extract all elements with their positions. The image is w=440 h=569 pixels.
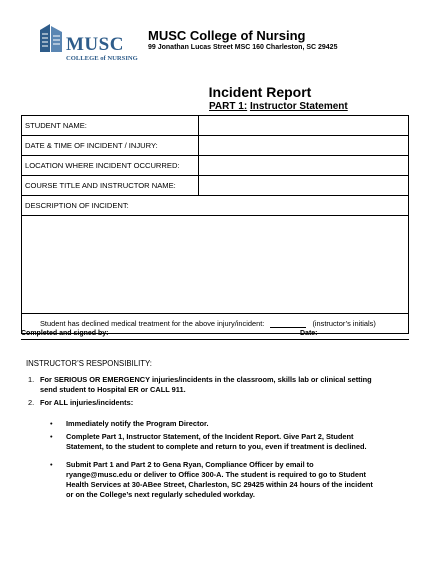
responsibility-heading: INSTRUCTOR’S RESPONSIBILITY: [26,359,152,368]
form-row [22,216,409,314]
item-number: 1. [28,375,35,384]
item-line: Submit Part 1 and Part 2 to Gena Ryan, Compliance Officer by email to [66,460,314,469]
form-row [22,136,409,156]
item-line: Health Services at 30-ABee Street, Charleston, SC 29425 within 24 hours of the incident [66,480,373,489]
incident-location-field[interactable] [199,156,409,176]
org-address: 99 Jonathan Lucas Street MSC 160 Charleston, SC 29425 [148,44,338,51]
course-instructor-label: COURSE TITLE AND INSTRUCTOR NAME: [22,176,199,196]
form-row [22,196,409,216]
signature-line [21,339,409,340]
item-line: send student to Hospital ER or CALL 911. [40,385,186,394]
item-line: Immediately notify the Program Director. [66,419,209,428]
item-line: Complete Part 1, Instructor Statement, of the Incident Report. Give Part 2, Student [66,432,354,441]
bullet-icon: • [50,432,53,441]
logo-word: MUSC [66,34,124,55]
item-line: For SERIOUS OR EMERGENCY injuries/incidents in the classroom, skills lab or clinical setting [40,375,372,384]
student-name-field[interactable] [199,116,409,136]
item-number: 2. [28,398,35,407]
date-label: Date: [300,330,318,337]
item-line: or on the College’s next regularly scheduled workday. [66,490,255,499]
item-line: Statement, to the student to complete and return to you, even if treatment is declined. [66,442,367,451]
item-line: ryange@musc.edu or deliver to Office 300-A. The student is required to go to Student [66,470,367,479]
declined-text: Student has declined medical treatment for the above injury/incident: [40,319,265,328]
incident-location-label: LOCATION WHERE INCIDENT OCCURRED: [22,156,199,176]
form-row [22,156,409,176]
bullet-icon: • [50,460,53,469]
completed-signed-label: Completed and signed by: [21,330,109,337]
list-item-bullet [66,419,209,429]
part-name: Instructor Statement [249,101,348,112]
incident-datetime-field[interactable] [199,136,409,156]
report-part [209,101,348,112]
incident-form [21,115,409,334]
form-row [22,176,409,196]
incident-datetime-label: DATE & TIME OF INCIDENT / INJURY: [22,136,199,156]
bullet-icon: • [50,419,53,428]
logo-subtitle: COLLEGE of NURSING [66,55,138,62]
org-name: MUSC College of Nursing [148,28,306,43]
building-icon [38,22,66,52]
description-field[interactable] [22,216,409,314]
list-item-bullet [66,432,367,452]
initials-label: (instructor’s initials) [312,319,376,328]
student-name-label: STUDENT NAME: [22,116,199,136]
part-label: PART 1: [209,101,248,112]
list-item-serious [40,375,372,395]
musc-logo [38,22,138,64]
description-label: DESCRIPTION OF INCIDENT: [22,196,409,216]
initials-blank[interactable] [270,327,306,328]
list-item-all: For ALL injuries/incidents: [40,398,134,407]
course-instructor-field[interactable] [199,176,409,196]
form-row [22,116,409,136]
report-title: Incident Report [208,84,312,100]
list-item-bullet [66,460,373,500]
